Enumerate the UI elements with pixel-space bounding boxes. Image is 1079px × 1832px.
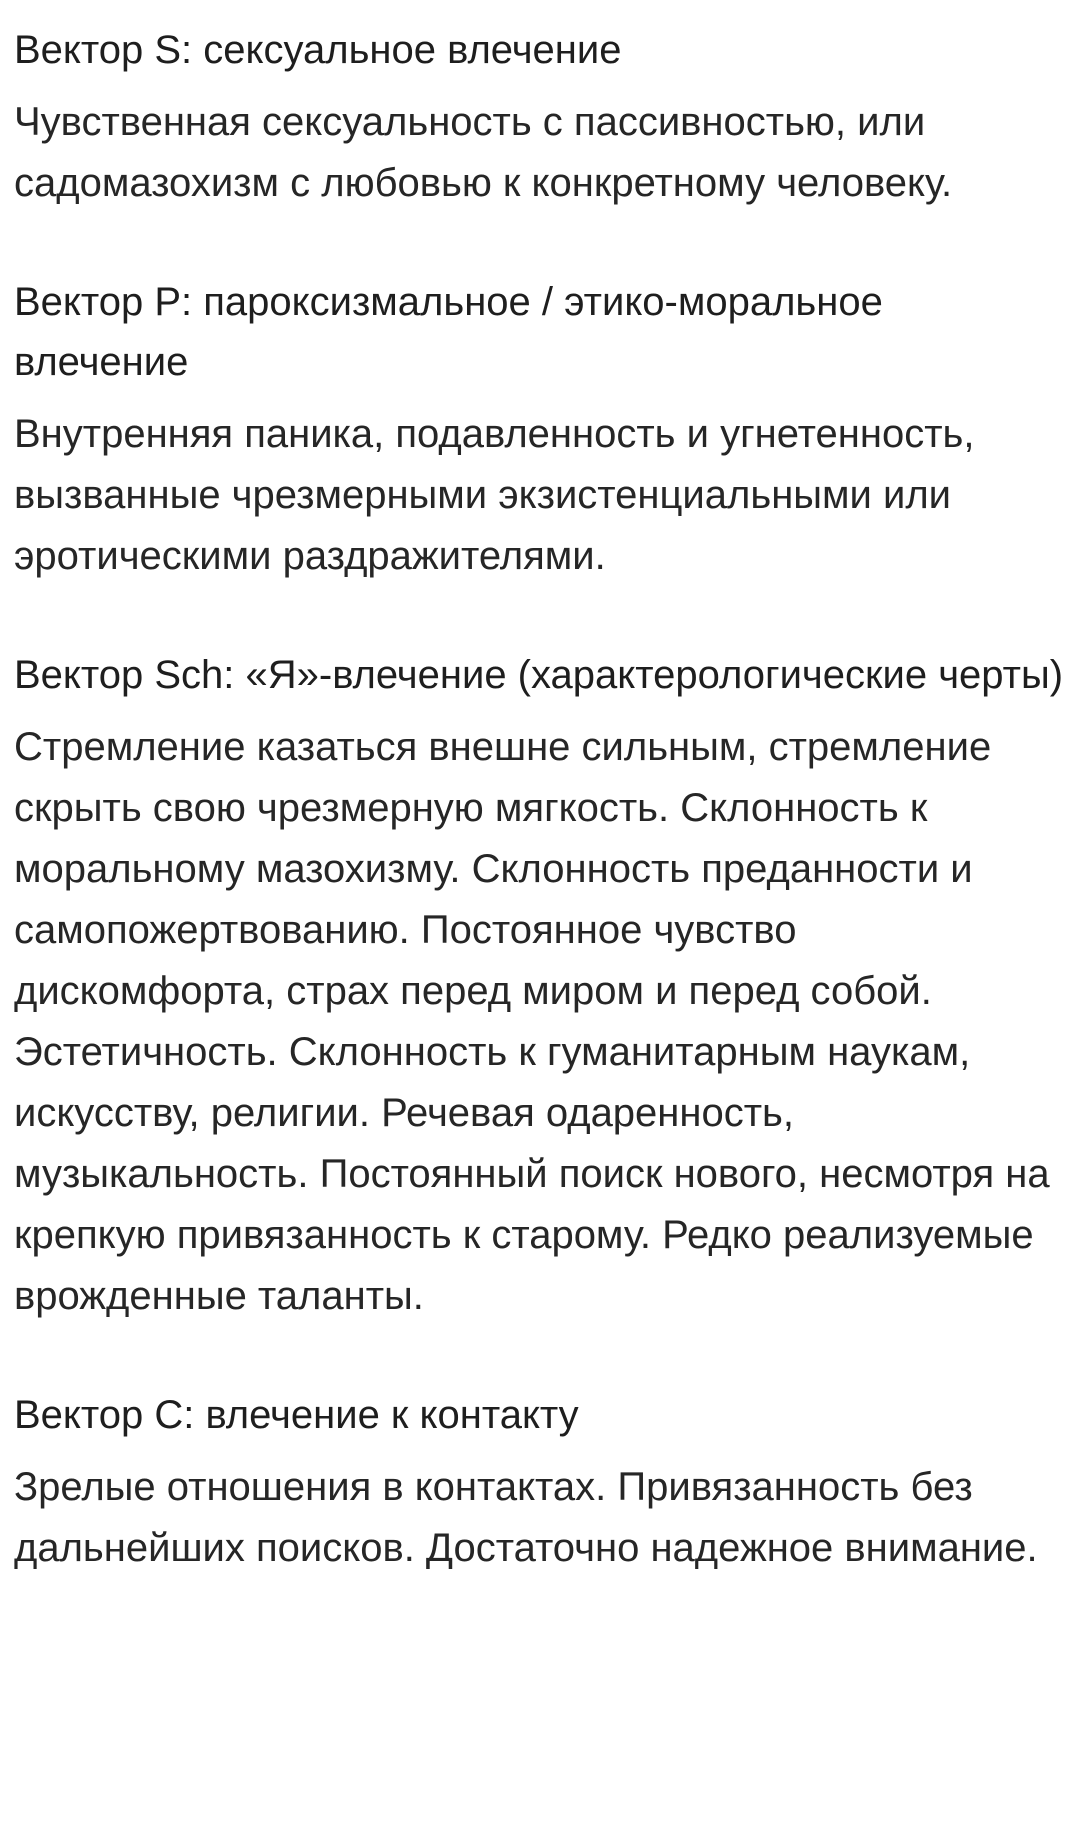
- section-text: Стремление казаться внешне сильным, стремление скрыть свою чрезмерную мягкость. Склонность к моральному мазохизму. Склонность преданности и самопожертвованию. Постоянное чувство дискомфорта, страх перед миром и перед собой. Эстетичность. Склонность к гуманитарным наукам, искусству, религии. Речевая одаренность, музыкальность. Постоянный поиск нового, несмотря на крепкую привязанность к старому. Редко реализуемые врожденные таланты.: [14, 725, 1050, 1318]
- section-title: Вектор P: пароксизмальное / этико-моральное влечение: [14, 280, 883, 384]
- section-text: Чувственная сексуальность с пассивностью, или садомазохизм с любовью к конкретному человеку.: [14, 100, 953, 205]
- section-title: Вектор C: влечение к контакту: [14, 1393, 579, 1437]
- section-text: Внутренняя паника, подавленность и угнетенность, вызванные чрезмерными экзистенциальными или эротическими раздражителями.: [14, 412, 975, 578]
- section-vector-c: [14, 1385, 1067, 1579]
- section-title: Вектор Sch: «Я»-влечение (характерологические черты): [14, 653, 1064, 697]
- section-title: Вектор S: сексуальное влечение: [14, 28, 622, 72]
- section-vector-s: [14, 20, 1067, 214]
- section-vector-p: [14, 272, 1067, 587]
- section-text: Зрелые отношения в контактах. Привязанность без дальнейших поисков. Достаточно надежное внимание.: [14, 1465, 1038, 1570]
- section-vector-sch: [14, 645, 1067, 1327]
